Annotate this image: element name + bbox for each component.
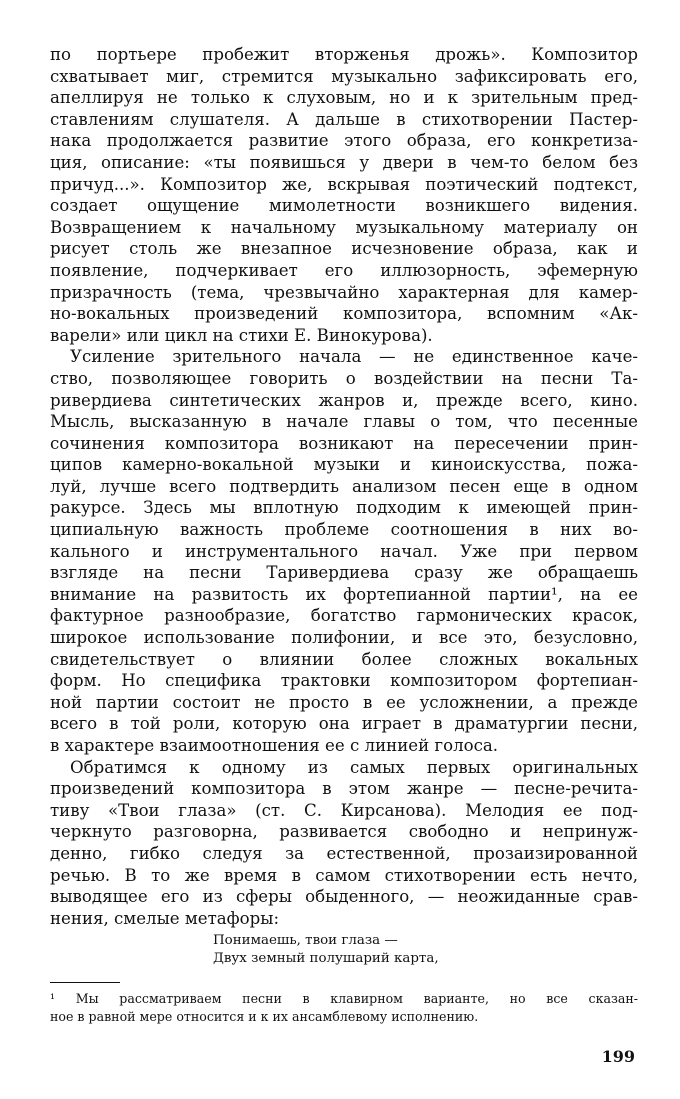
verse-quote [213, 932, 439, 968]
page-number: 199 [601, 1047, 635, 1066]
text-line: ципов камерно-вокальной музыки и киноискусства, пожа- [50, 455, 638, 475]
text-line: форм. Но специфика трактовки композитором фортепиан- [50, 671, 638, 691]
text-line: выводящее его из сферы обыденного, — неожиданные срав- [50, 887, 638, 907]
text-line: луй, лучше всего подтвердить анализом песен еще в одном [50, 476, 638, 496]
text-line: по портьере пробежит вторженья дрожь». Композитор [50, 45, 638, 64]
text-line: внимание на развитость их фортепианной партии¹, на ее [50, 584, 638, 604]
text-line: речью. В то же время в самом стихотворении есть нечто, [50, 865, 638, 885]
text-line: Мысль, высказанную в начале главы о том, что песенные [50, 412, 638, 432]
text-line: ставлениям слушателя. А дальше в стихотворении Пастер- [50, 109, 638, 129]
text-line: денно, гибко следуя за естественной, прозаизированной [50, 843, 638, 863]
text-line: апеллируя не только к слуховым, но и к зрительным пред- [50, 88, 638, 108]
text-line: варели» или цикл на стихи Е. Винокурова). [50, 325, 433, 345]
text-line: ция, описание: «ты появишься у двери в чем-то белом без [50, 152, 638, 172]
text-line: Усиление зрительного начала — не единственное каче- [70, 347, 638, 367]
text-line: нения, смелые метафоры: [50, 908, 280, 928]
text-line: свидетельствует о влиянии более сложных вокальных [50, 649, 638, 669]
text-line: Возвращением к начальному музыкальному материалу он [50, 217, 638, 237]
text-line: кального и инструментального начал. Уже при первом [50, 541, 638, 561]
text-line: рисует столь же внезапное исчезновение образа, как и [50, 239, 638, 259]
footnote-rule [50, 982, 120, 983]
text-line: ривердиева синтетических жанров и, прежде всего, кино. [50, 390, 638, 410]
text-line: создает ощущение мимолетности возникшего видения. [50, 196, 638, 216]
text-line: причуд...». Композитор же, вскрывая поэтический подтекст, [50, 174, 638, 194]
text-line: взгляде на песни Таривердиева сразу же обращаешь [50, 563, 638, 583]
text-line: произведений композитора в этом жанре — песне-речита- [50, 779, 638, 799]
text-line: нака продолжается развитие этого образа, его конкретиза- [50, 131, 638, 151]
text-line: ракурсе. Здесь мы вплотную подходим к имеющей прин- [50, 498, 638, 518]
text-line: ство, позволяющее говорить о воздействии на песни Та- [50, 368, 638, 388]
text-line: сочинения композитора возникают на пересечении прин- [50, 433, 638, 453]
text-line: схватывает миг, стремится музыкально зафиксировать его, [50, 66, 638, 86]
text-line: широкое использование полифонии, и все это, безусловно, [50, 628, 638, 648]
footnote-line: ¹ Мы рассматриваем песни в клавирном варианте, но все сказан- [50, 991, 638, 1006]
footnote-line: ное в равной мере относится и к их ансамблевому исполнению. [50, 1009, 479, 1024]
text-line: призрачность (тема, чрезвычайно характерная для камер- [50, 282, 638, 302]
text-line: но-вокальных произведений композитора, вспомним «Ак- [50, 304, 638, 324]
text-line: ципиальную важность проблеме соотношения в них во- [50, 520, 638, 540]
body-text [50, 44, 638, 929]
text-line: в характере взаимоотношения ее с линией голоса. [50, 736, 499, 755]
verse-line: Понимаешь, твои глаза — [213, 933, 398, 948]
text-line: фактурное разнообразие, богатство гармонических красок, [50, 606, 638, 626]
text-line: черкнуто разговорна, развивается свободно и непринуж- [50, 822, 638, 842]
text-line: ной партии состоит не просто в ее усложнении, а прежде [50, 692, 638, 712]
text-line: тиву «Твои глаза» (ст. С. Кирсанова). Мелодия ее под- [50, 800, 638, 820]
text-line: Обратимся к одному из самых первых оригинальных [70, 757, 638, 777]
text-line: всего в той роли, которую она играет в драматургии песни, [50, 714, 638, 734]
text-line: появление, подчеркивает его иллюзорность, эфемерную [50, 260, 638, 280]
verse-line: Двух земный полушарий карта, [213, 951, 439, 966]
footnote [50, 990, 638, 1026]
